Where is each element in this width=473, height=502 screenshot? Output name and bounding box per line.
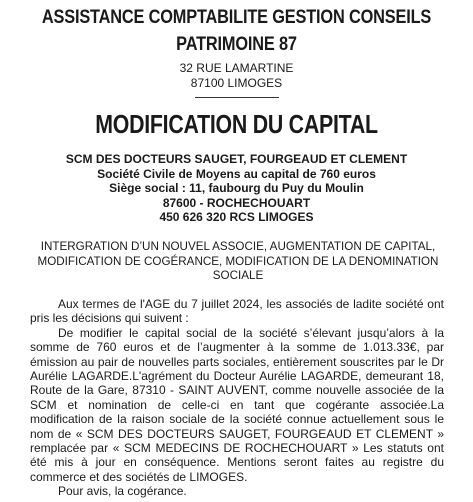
- body-paragraph-decisions: Aux termes de l'AGE du 7 juillet 2024, les associés de ladite société ont pris les décisions qui suivent :: [30, 297, 444, 326]
- agency-address-city: 87100 LIMOGES: [190, 76, 283, 90]
- agency-name-line1: ASSISTANCE COMPTABILITE GESTION CONSEILS: [41, 7, 432, 28]
- notice-title: MODIFICATION DU CAPITAL: [95, 109, 378, 139]
- company-form: Société Civile de Moyens au capital de 760 euros: [97, 166, 376, 181]
- separator-line: [195, 97, 279, 98]
- notice-subject-line2: MODIFICATION DE COGÉRANCE, MODIFICATION DE LA DENOMINATION: [37, 253, 439, 268]
- agency-address-street: 32 RUE LAMARTINE: [179, 61, 294, 75]
- company-name: SCM DES DOCTEURS SAUGET, FOURGEAUD ET CLEMENT: [65, 152, 408, 166]
- notice-subject: [17, 239, 459, 283]
- company-seat: Siège social : 11, faubourg du Puy du Moulin: [109, 181, 364, 196]
- agency-name: [33, 4, 440, 58]
- company-block: [0, 152, 473, 225]
- notice-body: [30, 297, 444, 499]
- body-paragraph-modifications: De modifier le capital social de la société s’élevant jusqu’alors à la somme de 760 euros et de l’augmenter à la somme de 1.013.33€, par émission au pair de nouvelles parts sociales, entièrement souscrites par le Dr Aurélie LAGARDE.L'agrément du Docteur Aurélie LAGARDE, demeurant 18, Route de la Gare, 87310 - SAINT AUVENT, comme nouvelle associée de la SCM et nomination de celle-ci en tant que cogérante associée.La modification de la raison sociale de la société connue actuellement sous le nom de « SCM DES DOCTEURS SAUGET, FOURGEAUD ET CLEMENT » remplacée par « SCM MEDECINS DE ROCHECHOUART » Les statuts ont été mis à jour en conséquence. Mentions seront faites au registre du commerce et des sociétés de LIMOGES.: [30, 325, 444, 484]
- agency-address: [0, 61, 473, 91]
- company-rcs: 450 626 320 RCS LIMOGES: [159, 210, 314, 225]
- notice-subject-line1: INTERGRATION D’UN NOUVEL ASSOCIE, AUGMENTATION DE CAPITAL,: [40, 239, 436, 253]
- agency-name-line2: PATRIMOINE 87: [176, 34, 297, 55]
- notice-subject-line3: SOCIALE: [212, 268, 264, 283]
- company-city: 87600 - ROCHECHOUART: [162, 195, 311, 210]
- body-closing: Pour avis, la cogérance.: [58, 484, 187, 499]
